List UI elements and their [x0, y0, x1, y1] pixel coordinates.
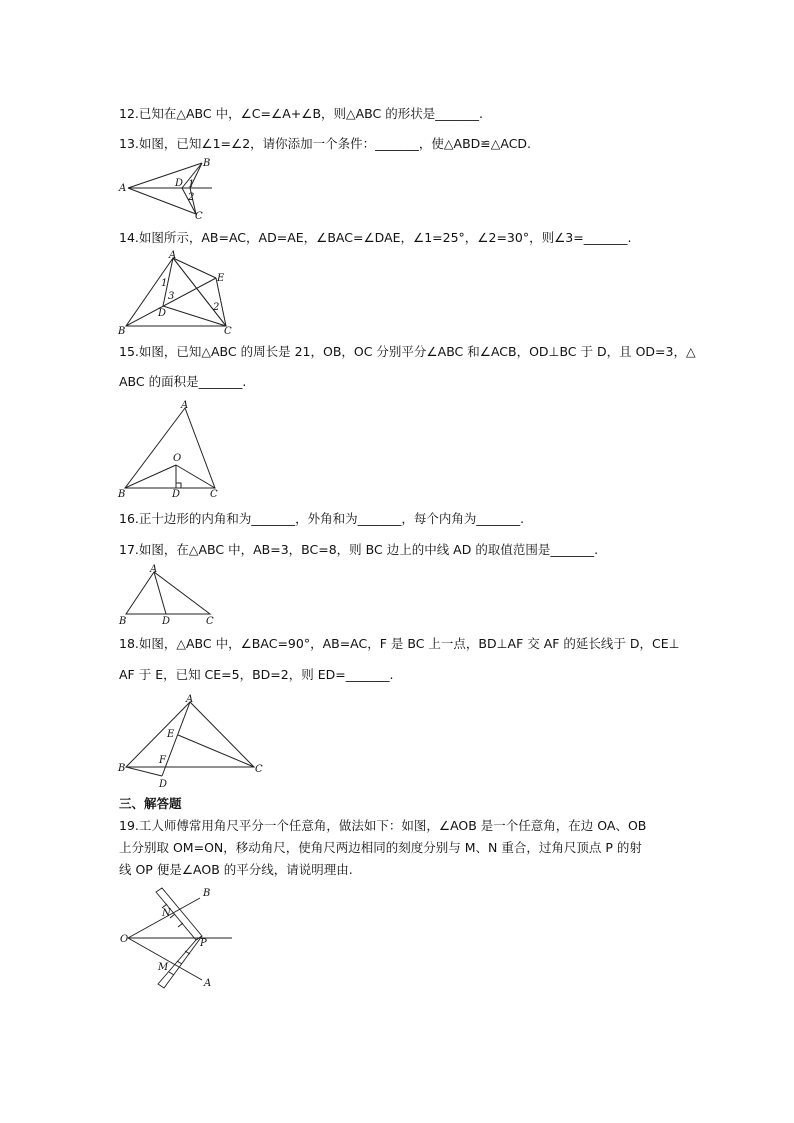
label-C: C: [206, 616, 214, 627]
label-C: C: [224, 326, 232, 337]
question-19-line3: 线 OP 便是∠AOB 的平分线，请说明理由.: [119, 862, 353, 877]
label-O: O: [173, 453, 182, 464]
label-M: M: [158, 962, 169, 973]
label-B: B: [118, 763, 126, 774]
label-O: O: [120, 934, 129, 945]
question-12: 12.已知在△ABC 中，∠C=∠A+∠B，则△ABC 的形状是_______.: [119, 106, 483, 121]
question-18-line1: 18.如图，△ABC 中，∠BAC=90°，AB=AC，F 是 BC 上一点，BD⊥AF 交 AF 的延长线于 D，CE⊥: [119, 636, 680, 651]
label-B: B: [118, 326, 126, 337]
question-17: 17.如图，在△ABC 中，AB=3，BC=8，则 BC 边上的中线 AD 的取值范围是_______.: [119, 542, 599, 557]
label-B: B: [203, 888, 211, 899]
label-D: D: [158, 308, 167, 319]
figure-q14: [118, 250, 238, 336]
label-N: N: [162, 908, 171, 919]
label-A: A: [204, 978, 212, 989]
label-D: D: [175, 178, 184, 189]
label-D: D: [162, 616, 171, 627]
label-D: D: [172, 489, 181, 500]
label-A: A: [186, 694, 194, 705]
label-B: B: [118, 489, 126, 500]
figure-q15: [118, 398, 228, 502]
label-D: D: [159, 779, 168, 790]
label-angle-2: 2: [213, 302, 220, 313]
figure-q13: [118, 158, 218, 220]
label-angle-1: 1: [161, 278, 168, 289]
section-title: 三、解答题: [119, 796, 182, 811]
label-angle-2: 2: [188, 192, 195, 203]
label-angle-3: 3: [168, 291, 175, 302]
label-B: B: [203, 158, 211, 169]
question-16: 16.正十边形的内角和为_______，外角和为_______，每个内角为_______.: [119, 511, 525, 526]
label-E: E: [167, 729, 175, 740]
question-15-line1: 15.如图，已知△ABC 的周长是 21，OB，OC 分别平分∠ABC 和∠ACB，OD⊥BC 于 D，且 OD=3，△: [119, 344, 696, 359]
question-15-line2: ABC 的面积是_______.: [119, 374, 247, 389]
figure-q18: [118, 692, 268, 790]
label-A: A: [181, 400, 189, 411]
question-18-line2: AF 于 E，已知 CE=5，BD=2，则 ED=_______.: [119, 667, 394, 682]
question-19-line1: 19.工人师傅常用角尺平分一个任意角，做法如下：如图，∠AOB 是一个任意角，在边 OA、OB: [119, 818, 647, 833]
figure-q17: [118, 562, 218, 628]
label-A: A: [150, 564, 158, 575]
label-angle-1: 1: [188, 179, 195, 190]
label-F: F: [159, 755, 166, 766]
label-A: A: [119, 183, 127, 194]
label-B: B: [119, 616, 127, 627]
label-E: E: [217, 273, 225, 284]
label-A: A: [169, 250, 177, 261]
label-C: C: [210, 489, 218, 500]
question-13: 13.如图，已知∠1=∠2，请你添加一个条件：_______，使△ABD≌△ACD.: [119, 136, 532, 151]
label-C: C: [195, 211, 203, 222]
label-C: C: [255, 764, 263, 775]
question-19-line2: 上分别取 OM=ON，移动角尺，使角尺两边相同的刻度分别与 M、N 重合，过角尺顶点 P 的射: [119, 840, 642, 855]
figure-q19: [118, 884, 238, 990]
label-P: P: [200, 938, 207, 949]
question-14: 14.如图所示，AB=AC，AD=AE，∠BAC=∠DAE，∠1=25°，∠2=30°，则∠3=_______.: [119, 230, 632, 245]
